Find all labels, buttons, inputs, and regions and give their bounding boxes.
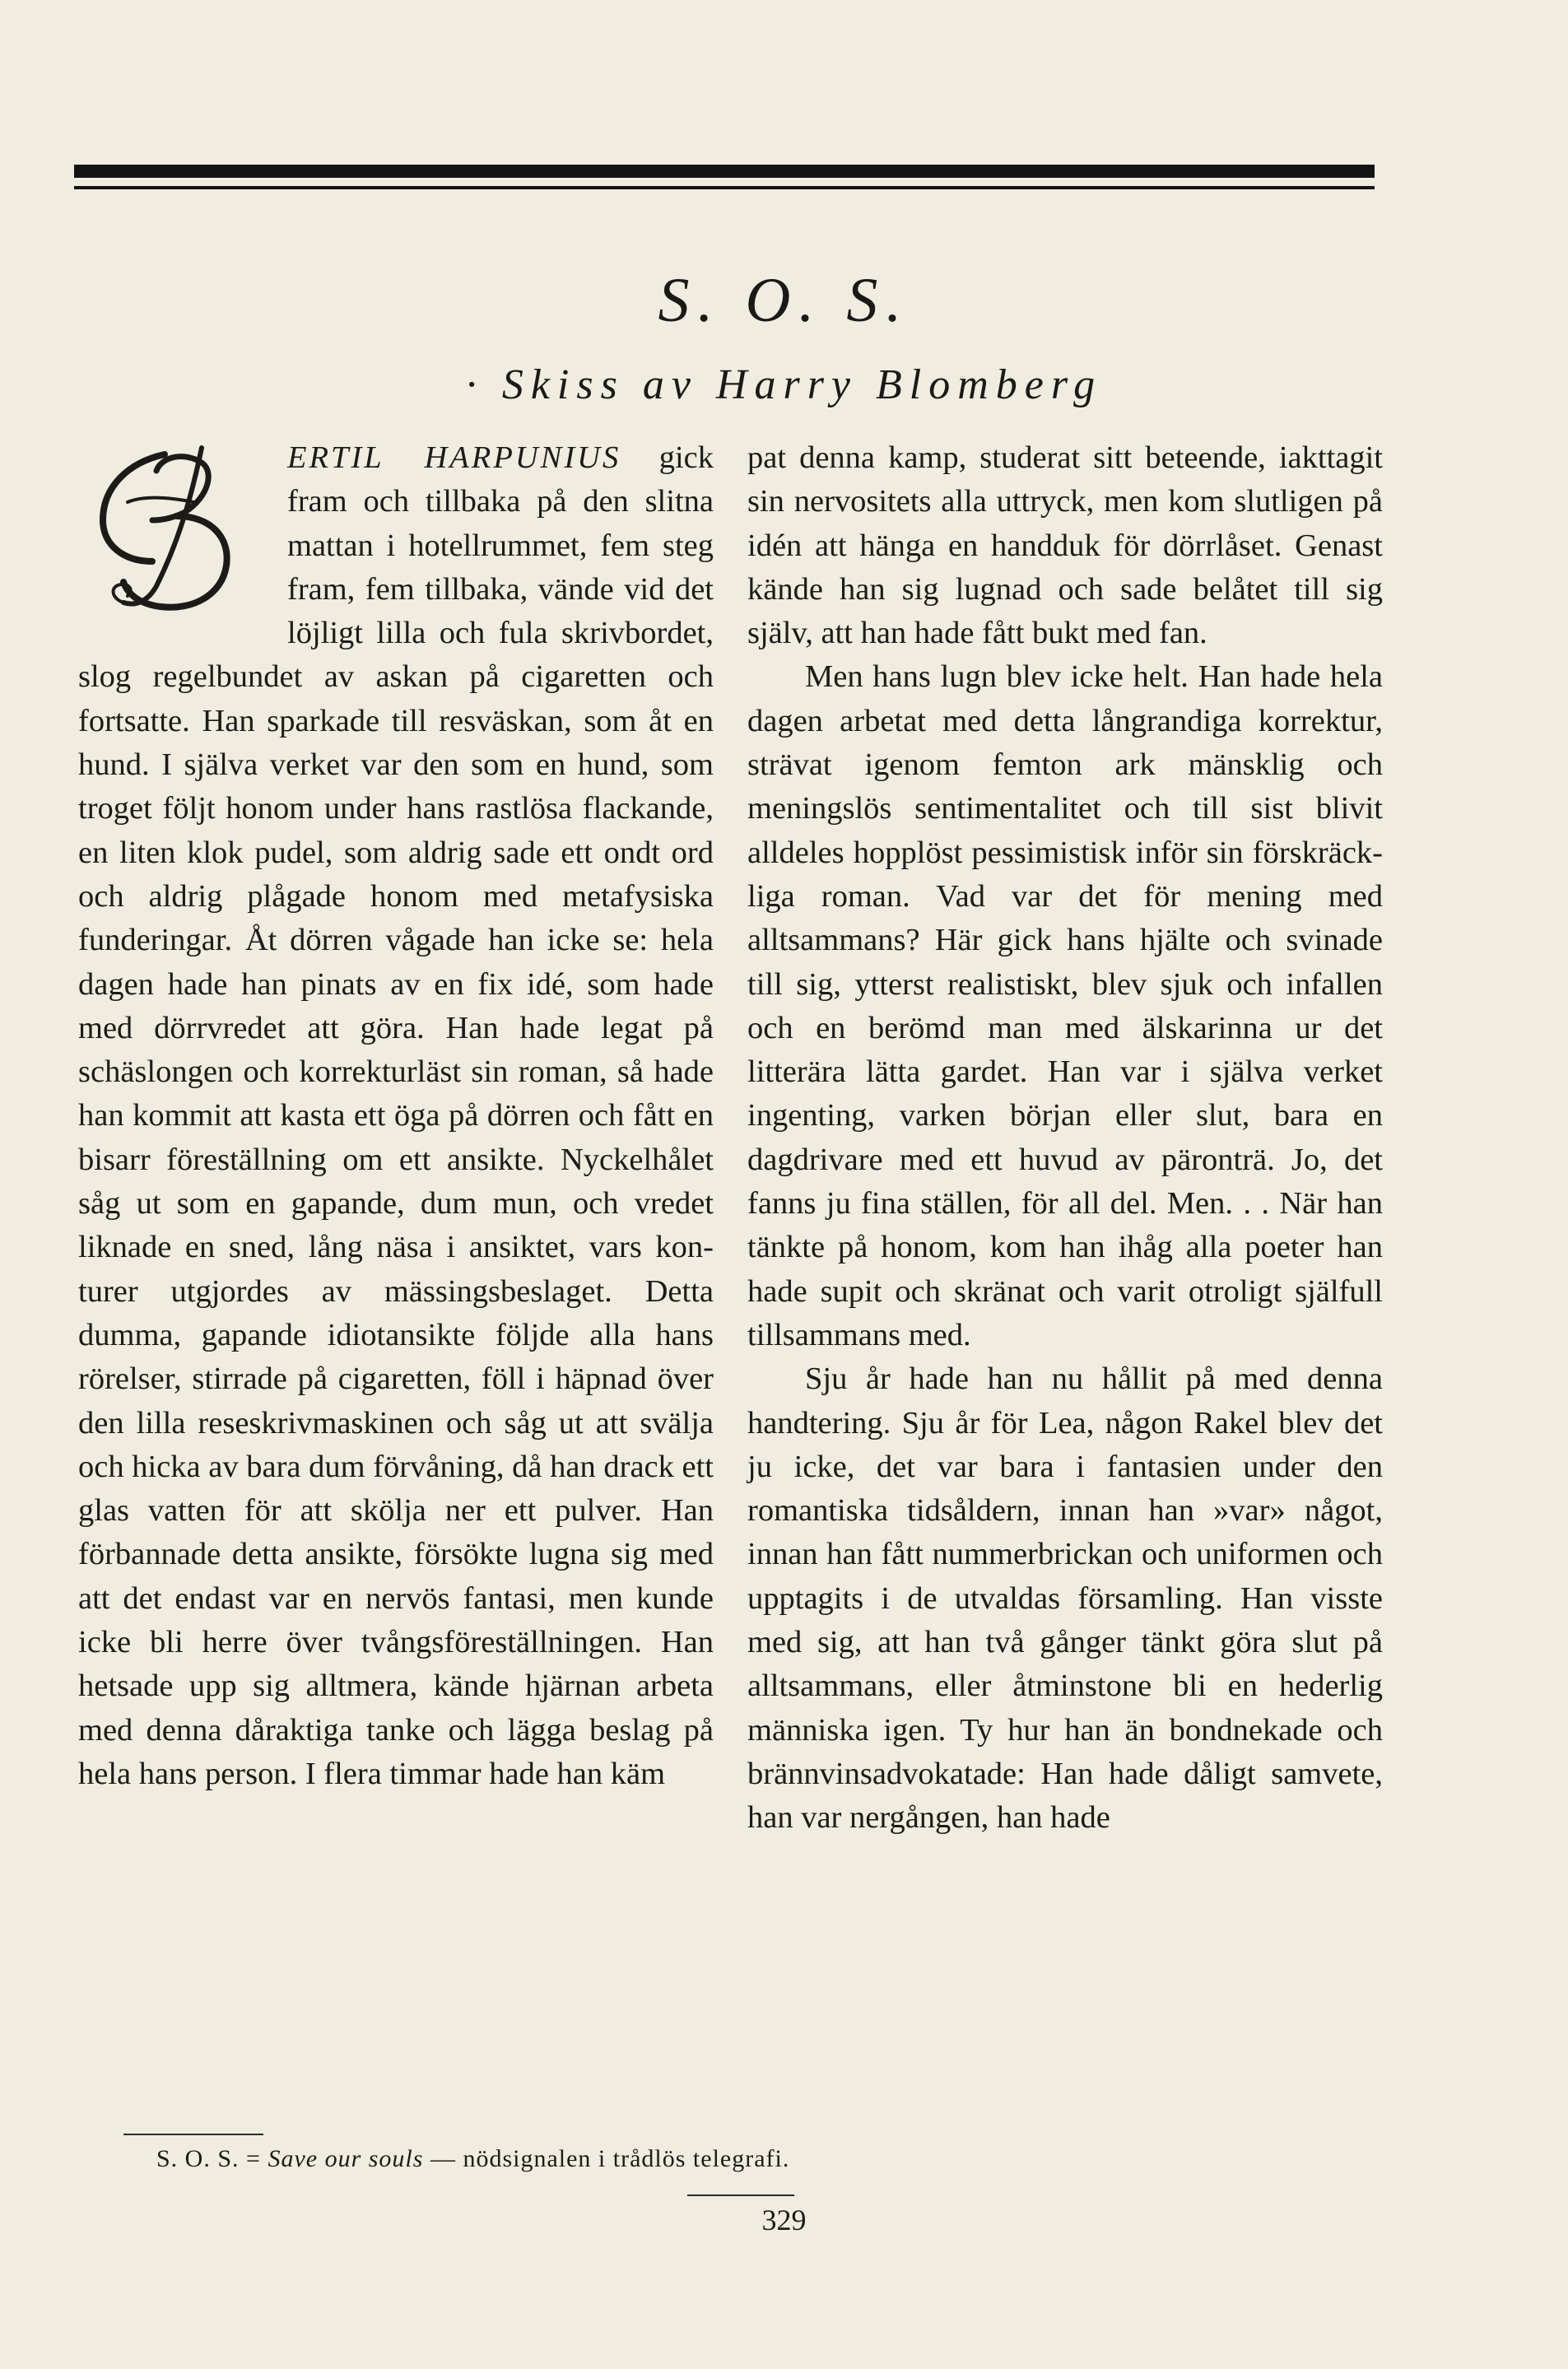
footnote (156, 2145, 1226, 2173)
text-column-left (78, 436, 714, 2124)
header-rule-thick (74, 165, 1375, 178)
text-column-right (747, 436, 1383, 2124)
footnote-rule (123, 2134, 263, 2135)
col2-paragraph-3: Sju år hade han nu hållit på med denna handtering. Sju år för Lea, någon Rakel blev det ju icke, det var bara i fantasien under den romantiska tidsåldern, innan han »var» något, innan han fått nummerbrickan och uniformen och upptagits i de utvaldas församling. Han visste med sig, att han två gånger tänkt göra slut på alltsammans, eller åtminstone bli en hederlig människa igen. Ty hur han än bondnekade och brännvinsadvokatade: Han hade dåligt samvete, han var nergången, han hade (747, 1361, 1383, 1836)
lead-name-caps: ERTIL HARPUNIUS (287, 440, 621, 475)
col1-paragraph-1: gick fram och tillbaka på den slitna mattan i hotellrummet, fem steg fram, fem tillbaka, vände vid det löjligt lilla och fula skrivbordet, slog regelbundet av askan på cigaretten och fortsatte. Han sparkade till resväskan, som åt en hund. I själva verket var den som en hund, som troget följt honom under hans rastlösa flackande, en liten klok pudel, som aldrig sade ett ondt ord och aldrig plågade honom med metafysiska funderingar. Åt dörren vågade han icke se: hela dagen hade han pinats av en fix idé, som hade med dörrvredet att göra. Han hade legat på schäslongen och korrekturläst sin roman, så hade han kommit att kasta ett öga på dörren och fått en bisarr föreställning om ett ansikte. Nyckelhålet såg ut som en gapande, dum mun, och vredet liknade en sned, lång näsa i ansiktet, vars konturer utgjordes av mässingsbeslaget. Detta dumma, gapande idiotansikte följde alla hans rörelser, stirrade på cigaretten, föll i häpnad över den lilla reseskrivmaskinen och såg ut att svälja och hicka av bara dum förvåning, då han drack ett glas vatten för att skölja ner ett pulver. Han förbannade detta ansikte, försökte lugna sig med att det endast var en nervös fantasi, men kunde icke bli herre över tvångsföreställningen. Han hetsade upp sig alltmera, kände hjärnan arbeta med denna dåraktiga tanke och lägga beslag på hela hans person. I flera timmar hade han käm (78, 440, 714, 1791)
dropcap-b-ornament (78, 438, 276, 619)
article-subtitle: · Skiss av Harry Blomberg (465, 361, 1103, 408)
page-number-rule (687, 2194, 794, 2196)
page-number: 329 (761, 2204, 807, 2236)
header-rule-thin (74, 186, 1375, 189)
col2-paragraph-1: pat denna kamp, studerat sitt beteende, iakttagit sin nervositets alla uttryck, men kom slutligen på idén att hänga en handduk för dörrlåset. Genast kände han sig lugnad och sade belåtet till sig själv, att han hade fått bukt med fan. (747, 440, 1383, 651)
footnote-term: S. O. S. = (156, 2145, 261, 2172)
col2-paragraph-2: Men hans lugn blev icke helt. Han hade hela dagen arbetat med detta långrandiga korrektur, strävat igenom femton ark mänsklig och meningslös sentimentalitet och till sist blivit alldeles hopplöst pessimistisk inför sin förskräckliga roman. Vad var det för mening med alltsammans? Här gick hans hjälte och svinade till sig, ytterst realistiskt, blev sjuk och infallen och en berömd man med älskarinna ur det litterära lätta gardet. Han var i själva verket ingenting, varken början eller slut, bara en dagdrivare med ett huvud av päronträ. Jo, det fanns ju fina ställen, för all del. Men. . . När han tänkte på honom, kom han ihåg alla poeter han hade supit och skränat och varit otroligt själfull tillsammans med. (747, 659, 1383, 1352)
footnote-rest: — nödsignalen i trådlös telegrafi. (430, 2145, 790, 2172)
article-title: S. O. S. (658, 266, 910, 335)
footnote-expansion: Save our souls (268, 2145, 424, 2172)
